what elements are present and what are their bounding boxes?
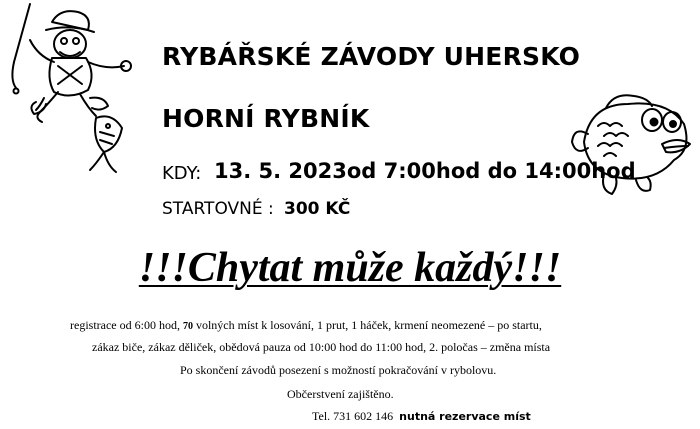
info-line-refreshments: Občerstvení zajištěno.: [287, 387, 394, 401]
info-line-rules: zákaz biče, zákaz děliček, obědová pauza od 10:00 hod do 11:00 hod, 2. poločas – změna místa: [92, 340, 551, 354]
date-label: KDY:: [162, 163, 202, 184]
date-time-value: 13. 5. 2023od 7:00hod do 14:00hod: [214, 159, 636, 183]
fisherman-cartoon-icon: [0, 0, 140, 180]
reservation-note: nutná rezervace míst: [399, 410, 531, 423]
info-line-contact: [312, 409, 531, 424]
event-location: HORNÍ RYBNÍK: [162, 104, 370, 133]
registration-text: registrace od 6:00 hod,: [70, 318, 180, 332]
spots-count: 70: [182, 321, 193, 332]
spots-text: volných míst k losování, 1 prut, 1 háček, krmení neomezené – po startu,: [195, 318, 542, 332]
event-title: RYBÁŘSKÉ ZÁVODY UHERSKO: [162, 42, 581, 71]
phone-number: Tel. 731 602 146: [312, 409, 394, 423]
info-line-registration: [70, 318, 542, 333]
entry-fee-value: 300 KČ: [284, 199, 351, 219]
entry-fee-label: STARTOVNÉ :: [162, 199, 274, 219]
cartoon-fish-icon: [570, 90, 695, 200]
info-line-after: Po skončení závodů posezení s možností pokračování v rybolovu.: [180, 363, 497, 377]
slogan-headline: !!!Chytat může každý!!!: [138, 245, 562, 291]
